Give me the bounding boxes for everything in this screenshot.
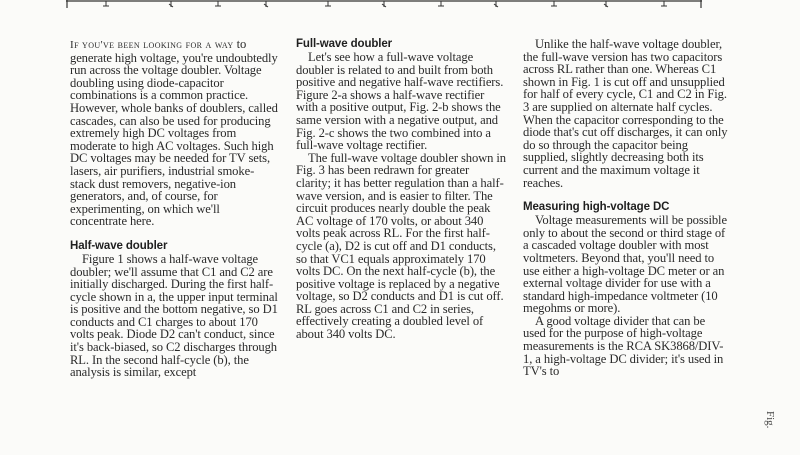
column-3 <box>523 38 728 378</box>
intro-text: to generate high voltage, you're undoubtedly run across the voltage doubler. Voltage doubling using diode-capacitor combinations is a common practice. However, whole banks of doublers, called cascades, can also be used for producing extremely high DC voltages from moderate to high AC voltages. Such high DC voltages may be needed for TV sets, lasers, air purifiers, industrial smoke-stack dust removers, negative-ion generators, and, of course, for experimenting, on which we'll concentrate here. <box>70 37 278 229</box>
column-1 <box>70 38 278 379</box>
measuring-paragraph-1: Voltage measurements will be possible only to about the second or third stage of a cascaded voltage doubler with most voltmeters. Beyond that, you'll need to use either a high-voltage DC meter or an external voltage divider for use with a standard high-impedance voltmeter (10 megohms or more). <box>523 213 727 316</box>
comparison-paragraph: Unlike the half-wave voltage doubler, the full-wave version has two capacitors across RL rather than one. Whereas C1 shown in Fig. 1 is cut off and unsupplied for half of every cycle, C1 and C2 in Fig. 3 are supplied on alternate half cycles. When the capacitor corresponding to the diode that's cut off discharges, it can only do so through the capacitor being supplied, slightly decreasing both its current and the maximum voltage it reaches. <box>523 37 728 190</box>
lead-in: If you've been looking for a way <box>70 39 234 51</box>
heading-half-wave-doubler: Half-wave doubler <box>70 239 168 252</box>
figure-caption-edge: Fig. <box>764 411 776 429</box>
heading-full-wave-doubler: Full-wave doubler <box>296 38 393 50</box>
half-wave-paragraph: Figure 1 shows a half-wave voltage doubler; we'll assume that C1 and C2 are initially discharged. During the first half-cycle shown in a, the upper input terminal is positive and the bottom negative, so D1 conducts and C1 charges to about 170 volts peak. Diode D2 can't conduct, since it's back-biased, so C2 discharges through RL. In the second half-cycle (b), the analysis is similar, except <box>70 251 278 380</box>
full-wave-paragraph-1: Let's see how a full-wave voltage doubler is related to and built from both positive and negative half-wave rectifiers. Figure 2-a shows a half-wave rectifier with a positive output, Fig. 2-b shows the same version with a negative output, and Fig. 2-c shows the two combined into a full-wave voltage rectifier. <box>296 50 504 153</box>
full-wave-paragraph-2: The full-wave voltage doubler shown in Fig. 3 has been redrawn for greater clarity; it has better regulation than a half-wave version, and is easier to filter. The circuit produces nearly double the peak AC voltage of 170 volts, or about 340 volts peak across RL. For the first half-cycle (a), D2 is cut off and D1 conducts, so that VC1 equals approximately 170 volts DC. On the next half-cycle (b), the positive voltage is replaced by a negative voltage, so D2 conducts and D1 is cut off. RL goes across C1 and C2 in series, effectively creating a doubled level of about 340 volts DC. <box>296 150 506 342</box>
heading-measuring-high-voltage: Measuring high-voltage DC <box>523 201 670 214</box>
measuring-paragraph-2: A good voltage divider that can be used for the purpose of high-voltage measurements is the RCA SK3868/DIV-1, a high-voltage DC divider; it's used in TV's to <box>523 313 724 379</box>
top-figure-rule <box>66 0 702 10</box>
column-2 <box>296 38 506 341</box>
intro-paragraph <box>70 38 278 228</box>
